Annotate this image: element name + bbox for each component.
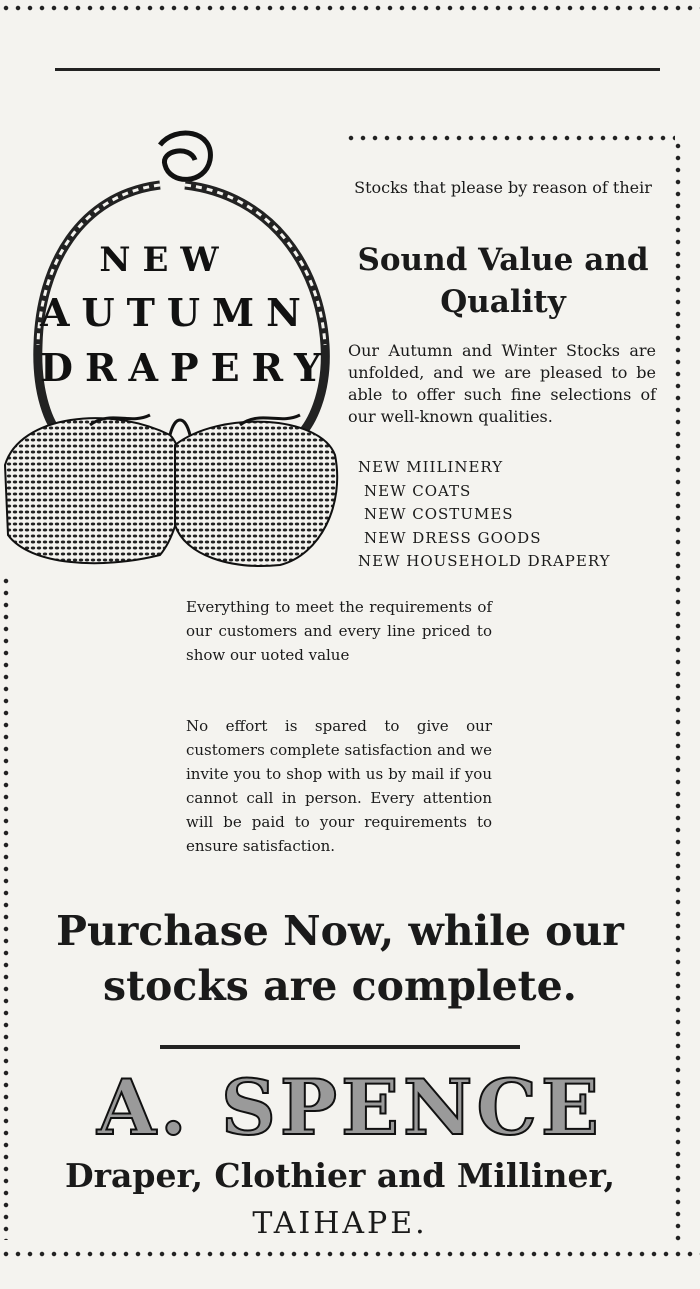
emblem-line-new: NEW: [99, 240, 231, 280]
cta-line-1: Purchase Now, while our: [56, 907, 624, 955]
cta-line-2: stocks are complete.: [103, 962, 577, 1010]
right-border: [672, 140, 686, 1245]
list-item: NEW DRESS GOODS: [364, 528, 542, 547]
everything-paragraph: Everything to meet the requirements of our customers and every line priced to show our uoted value: [186, 598, 492, 664]
list-item: NEW MIILINERY: [358, 458, 504, 476]
new-items-list: [358, 456, 658, 574]
top-border: [0, 2, 700, 16]
town-name: TAIHAPE.: [252, 1206, 428, 1241]
headline-line-2: Quality: [440, 284, 566, 320]
intro-text: Stocks that please by reason of their: [354, 178, 652, 197]
brand-rule: [160, 1045, 520, 1049]
inner-top-border: [345, 132, 675, 146]
brand-name: A. SPENCE: [97, 1063, 603, 1152]
left-border: [0, 575, 14, 1240]
list-item: NEW COSTUMES: [364, 505, 514, 523]
headline-line-1: Sound Value and: [357, 242, 649, 278]
emblem-line-autumn: AUTUMN: [40, 290, 313, 335]
autumn-wreath-illustration: [0, 125, 340, 575]
top-rule: [55, 68, 660, 71]
emblem-line-drapery: DRAPERY: [40, 345, 334, 390]
bottom-border: [0, 1248, 700, 1262]
effort-paragraph: No effort is spared to give our customers complete satisfaction and we invite you to shop with us by mail if you cannot call in person. Every attention will be paid to your requirements to ensure satisfaction.: [186, 717, 492, 855]
list-item: NEW HOUSEHOLD DRAPERY: [358, 552, 611, 570]
list-item: NEW COATS: [364, 481, 472, 500]
trade-description: Draper, Clothier and Milliner,: [65, 1156, 615, 1195]
stocks-paragraph: Our Autumn and Winter Stocks are unfolded, and we are pleased to be able to offer such fine selections of our well-known qualities.: [348, 341, 656, 426]
